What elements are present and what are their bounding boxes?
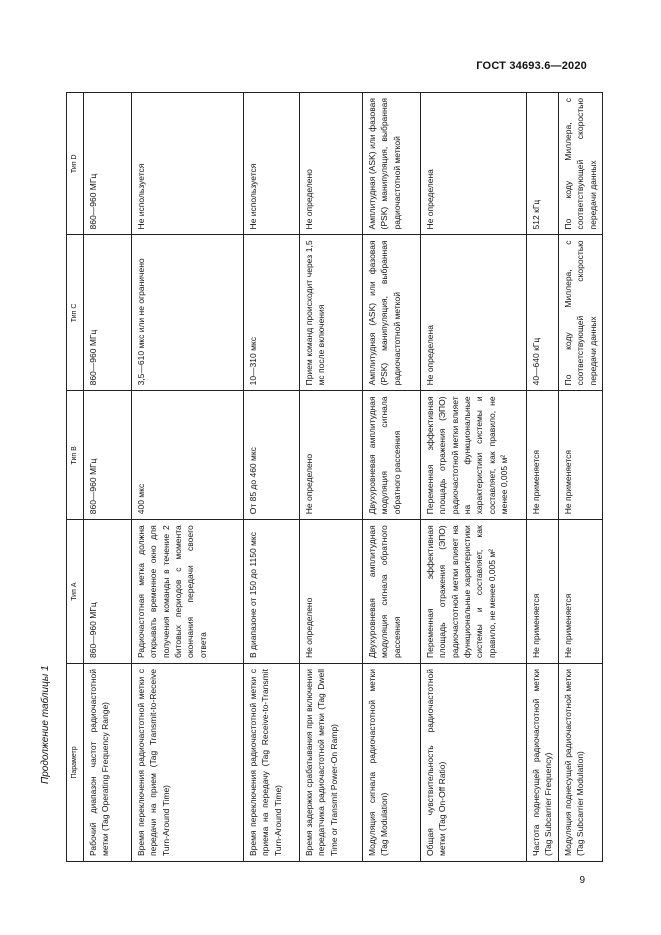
- cell-type-d: Не определено: [300, 93, 363, 235]
- cell-parameter: Модуляция сигнала радиочастотной метки (Tag Modulation): [363, 664, 421, 862]
- column-header-type-b: Тип B: [67, 391, 84, 520]
- table-row: [244, 93, 300, 862]
- cell-type-a: Не применяется: [527, 520, 559, 664]
- table-continuation-caption: Продолжение таблицы 1: [40, 665, 51, 784]
- cell-parameter: Время переключения радиочастотной метки с приема на передачу (Tag Receive-to-Transmit Turn-Around Time): [244, 664, 300, 862]
- column-header-type-a: Тип A: [67, 520, 84, 664]
- cell-type-b: От 85 до 460 мкс: [244, 391, 300, 520]
- table-row: [84, 93, 132, 862]
- parameters-table: [66, 92, 603, 862]
- column-header-type-d: Тип D: [67, 93, 84, 235]
- cell-type-b: Переменная эффективная площадь отражения (ЭПО) радиочастотной метки влияет на функциональные характеристики системы и составляет, как правило, не менее 0,005 м²: [421, 391, 527, 520]
- cell-type-b: Не применяется: [559, 391, 603, 520]
- cell-type-a: Двухуровневая амплитудная модуляция сигнала обратного рассеяния: [363, 520, 421, 664]
- cell-type-a: Не определено: [300, 520, 363, 664]
- cell-type-c: Прием команд происходит через 1,5 мс после включения: [300, 235, 363, 391]
- cell-parameter: Модуляция поднесущей радиочастотной метки (Tag Subcarrier Modulation): [559, 664, 603, 862]
- cell-type-b: Не определено: [300, 391, 363, 520]
- column-header-parameter: Параметр: [67, 664, 84, 862]
- page-number: 9: [579, 875, 585, 886]
- cell-type-a: В диапазоне от 150 до 1150 мкс: [244, 520, 300, 664]
- cell-type-c: 40—640 кГц: [527, 235, 559, 391]
- cell-type-b: 860—960 МГц: [84, 391, 132, 520]
- cell-type-c: 10—310 мкс: [244, 235, 300, 391]
- cell-type-d: Не используется: [244, 93, 300, 235]
- cell-type-b: 400 мкс: [132, 391, 244, 520]
- document-code: ГОСТ 34693.6—2020: [476, 60, 587, 72]
- table-row: [300, 93, 363, 862]
- cell-type-d: Не определена: [421, 93, 527, 235]
- table-header-row: [67, 93, 84, 862]
- table-row: [421, 93, 527, 862]
- cell-type-d: Не используется: [132, 93, 244, 235]
- cell-parameter: Рабочий диапазон частот радиочастотной метки (Tag Operating Frequency Range): [84, 664, 132, 862]
- cell-type-c: По коду Миллера, с соответствующей скоростью передачи данных: [559, 235, 603, 391]
- cell-type-c: Амплитудная (ASK) или фазовая (PSK) манипуляция, выбранная радиочастотной меткой: [363, 235, 421, 391]
- cell-type-d: 860—960 МГц: [84, 93, 132, 235]
- cell-type-a: Радиочастотная метка должна открывать временное окно для получения команды в течение 2 битовых периодов с момента окончания передачи своего ответа: [132, 520, 244, 664]
- table-row: [132, 93, 244, 862]
- table-row: [363, 93, 421, 862]
- cell-type-c: 3,5—610 мкс или не ограничено: [132, 235, 244, 391]
- cell-parameter: Время задержки срабатывания при включении передатчика радиочастотной метки (Tag Dwell Time or Transmit Power-On Ramp): [300, 664, 363, 862]
- table-row: [559, 93, 603, 862]
- column-header-type-c: Тип C: [67, 235, 84, 391]
- cell-type-c: Не определена: [421, 235, 527, 391]
- cell-type-c: 860—960 МГц: [84, 235, 132, 391]
- cell-type-d: Амплитудная (ASK) или фазовая (PSK) манипуляция, выбранная радиочастотной меткой: [363, 93, 421, 235]
- cell-type-b: Двухуровневая амплитудная модуляция сигнала обратного рассеяния: [363, 391, 421, 520]
- cell-type-d: По коду Миллера, с соответствующей скоростью передачи данных: [559, 93, 603, 235]
- cell-type-a: Не применяется: [559, 520, 603, 664]
- table-row: [527, 93, 559, 862]
- rotated-table-container: [66, 92, 598, 862]
- cell-parameter: Частота поднесущей радиочастотной метки (Tag Subcarrier Frequency): [527, 664, 559, 862]
- cell-type-a: 860—960 МГц: [84, 520, 132, 664]
- cell-parameter: Время переключения радиочастотной метки с передачи на прием (Tag Transmit-to-Receive Turn-Around Time): [132, 664, 244, 862]
- cell-type-d: 512 кГц: [527, 93, 559, 235]
- cell-parameter: Общая чувствительность радиочастотной метки (Tag On-Off Ratio): [421, 664, 527, 862]
- cell-type-b: Не применяется: [527, 391, 559, 520]
- cell-type-a: Переменная эффективная площадь отражения (ЭПО) радиочастотной метки влияет на функциональные характеристики системы и составляет, как правило, не менее 0,005 м²: [421, 520, 527, 664]
